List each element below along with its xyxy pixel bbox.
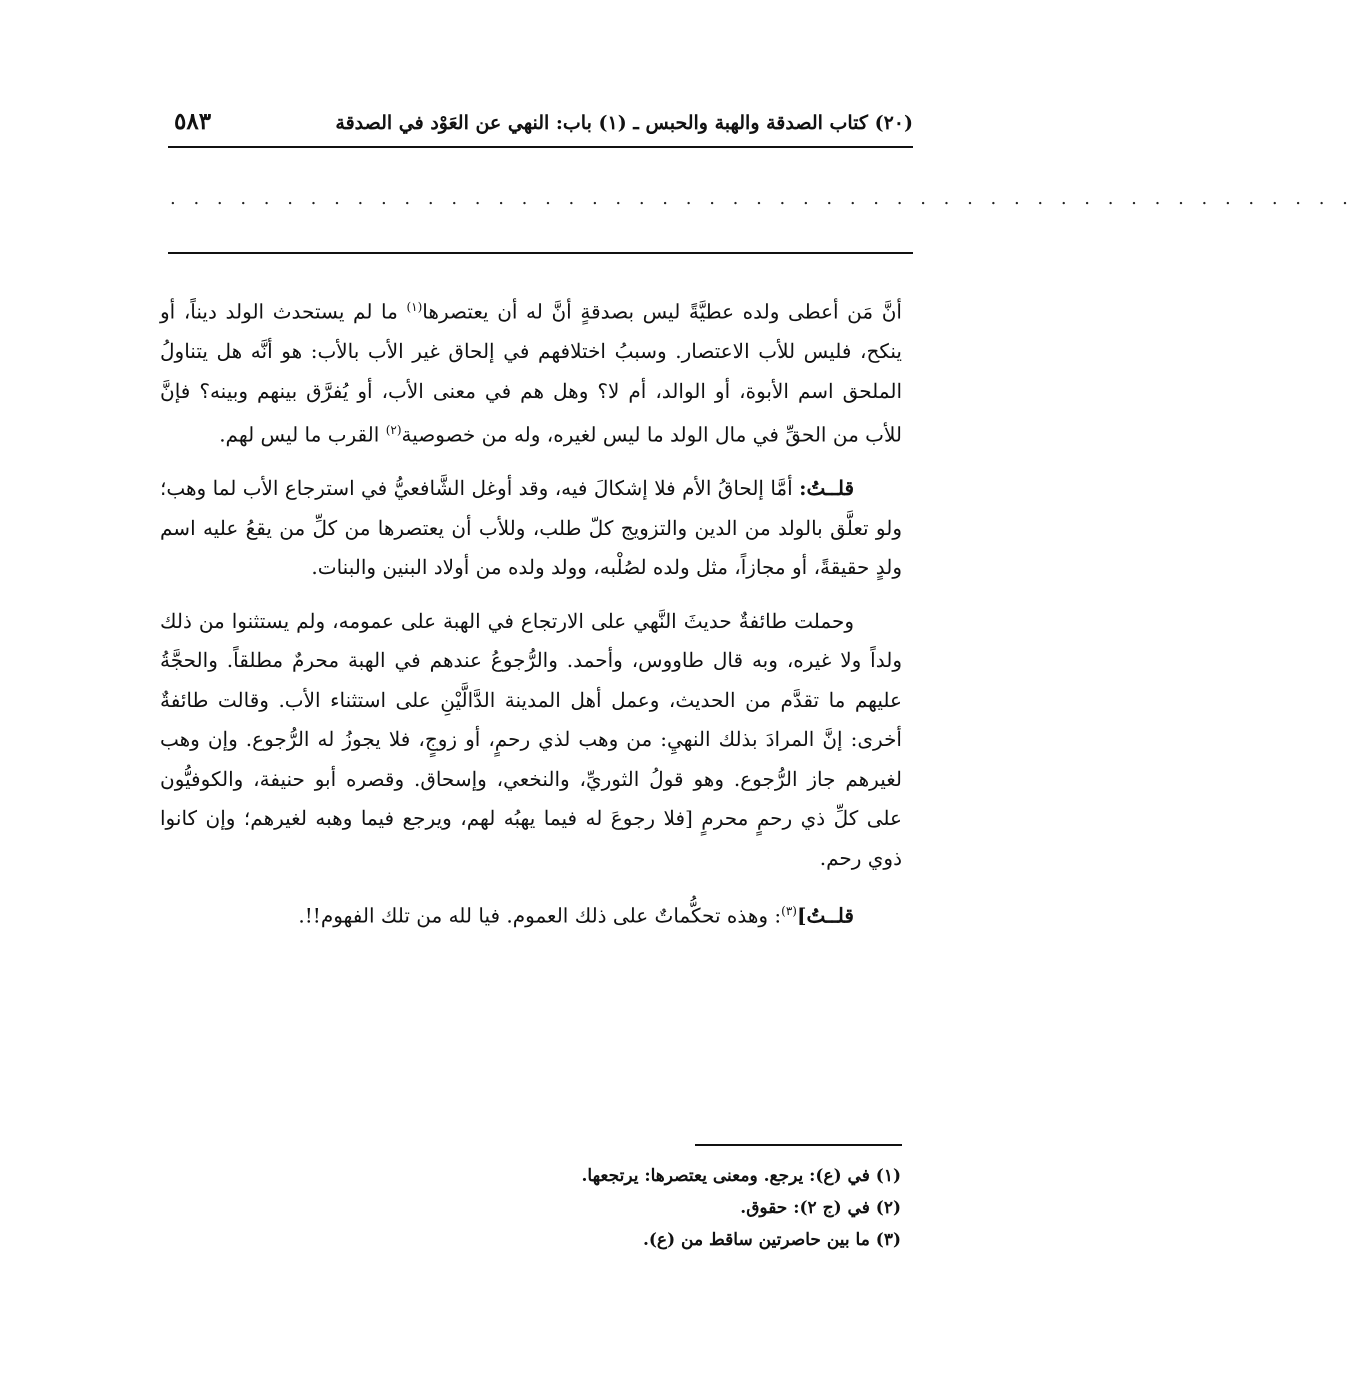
paragraph-lead: قلــتُ] [796, 903, 854, 928]
header-rule [168, 146, 913, 148]
paragraph-text: أمَّا إلحاقُ الأم فلا إشكالَ فيه، وقد أوغل الشَّافعيُّ في استرجاع الأب لما وهب؛ ولو تعلَّق بالولد من الدين والتزويج كلّ طلب، وللأب أن يعتصرها من كلِّ من يقعُ عليه اسم ولدٍ حقيقةً، أو مجازاً، مثل ولده لصُلْبه، وولد ولده من أولاد البنين والبنات. [160, 476, 902, 580]
footnotes [161, 1160, 901, 1256]
paragraph-2 [160, 469, 902, 588]
paragraph-text: وحملت طائفةٌ حديثَ النَّهي على الارتجاع في الهبة على عمومه، ولم يستثنوا من ذلك ولداً ولا غيره، وبه قال طاووس، وأحمد. والرُّجوعُ عندهم في الهبة محرمٌ مطلقاً. والحجَّةُ عليهم ما تقدَّم من الحديث، وعمل أهل المدينة الدَّالَّيْنِ على استثناء الأب. وقالت طائفةٌ أخرى: إنَّ المرادَ بذلك النهيِ: من وهب لذي رحمٍ، أو زوجٍ، فلا يجوزُ له الرُّجوع. وإن وهب لغيرهم جاز الرُّجوع. وهو قولُ الثوريِّ، والنخعي، وإسحاق. وقصره أبو حنيفة، والكوفيُّون على كلِّ ذي رحمٍ محرمٍ [فلا رجوعَ له فيما يهبُه لهم، ويرجع فيما وهبه لغيرهم؛ وإن كانوا ذوي رحم. [160, 608, 902, 870]
running-title: (٢٠) كتاب الصدقة والهبة والحبس ـ (١) باب: النهي عن العَوْد في الصدقة [335, 112, 913, 134]
footnote-text: في (ج ٢): حقوق. [740, 1198, 870, 1218]
footnote-ref: (٣) [781, 904, 797, 919]
footnote-3 [161, 1224, 901, 1256]
footnote-ref: (١) [406, 300, 423, 314]
page-header [168, 108, 913, 144]
footnote-rule [695, 1144, 902, 1146]
paragraph-1 [160, 288, 902, 455]
paragraph-text: أنَّ مَن أعطى ولده عطيَّةً ليس بصدقةٍ أنَّ له أن يعتصرها [422, 299, 902, 324]
footnote-number: (٣) [875, 1230, 901, 1250]
paragraph-text: القرب ما ليس لهم. [219, 422, 386, 447]
footnote-2 [161, 1192, 901, 1224]
body-text [160, 288, 902, 950]
paragraph-text: ما لم يستحدث الولد ديناً، أو ينكح، فليس للأب الاعتصار. وسببُ اختلافهم في إلحاق غير الأب بالأب: هو أنَّه هل يتناولُ الملحق اسم الأبوة، أو الوالد، أم لا؟ وهل هم في معنى الأب، أو يُفرَّق بينهم وبينه؟ فإنَّ للأب من الحقِّ في مال الولد ما ليس لغيره، وله من خصوصية [160, 299, 902, 447]
paragraph-3 [160, 602, 902, 879]
page-number: ٥٨٣ [174, 108, 212, 135]
omission-dots: . . . . . . . . . . . . . . . . . . . . . . . . . . . . . . . . . . . . . . . . . . . . . . . . . . . [170, 188, 1354, 209]
footnote-1 [161, 1160, 901, 1192]
footnote-number: (٢) [875, 1198, 901, 1218]
paragraph-lead: قلــتُ: [799, 476, 854, 501]
footnote-text: في (ع): يرجع. ومعنى يعتصرها: يرتجعها. [581, 1166, 870, 1186]
footnote-ref: (٢) [385, 423, 402, 438]
paragraph-4 [160, 892, 902, 936]
footnote-text: ما بين حاصرتين ساقط من (ع). [642, 1230, 870, 1250]
footnote-number: (١) [875, 1166, 901, 1186]
section-rule [168, 252, 913, 254]
paragraph-text: : وهذه تحكُّماتٌ على ذلك العموم. فيا لله من تلك الفهوم!!. [298, 903, 782, 928]
